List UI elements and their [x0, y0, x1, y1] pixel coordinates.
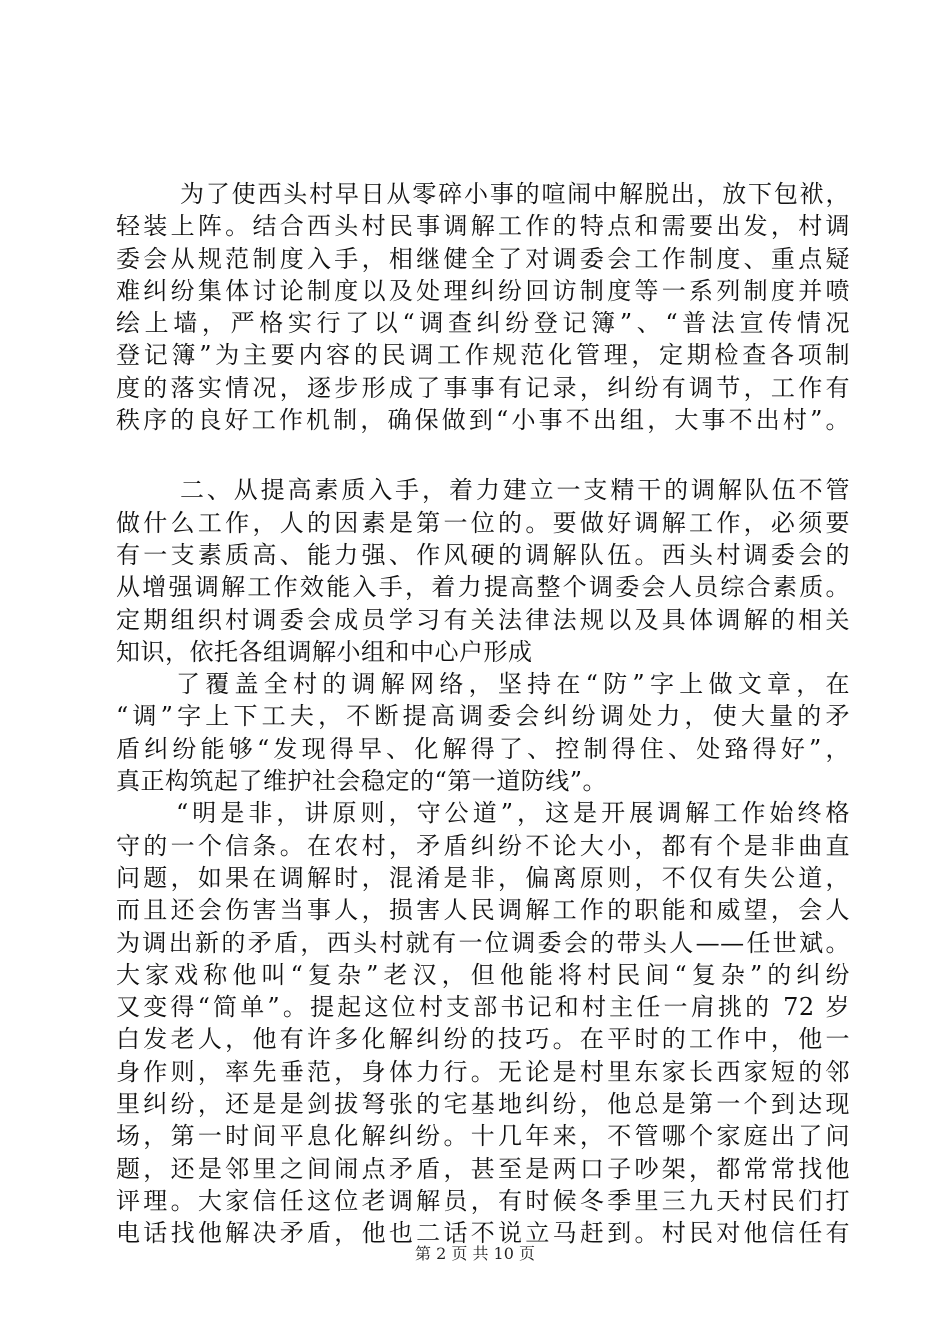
- paragraph-line: 又变得“简单”。提起这位村支部书记和村主任一肩挑的 72 岁: [116, 993, 850, 1022]
- paragraph-line: 而且还会伤害当事人，损害人民调解工作的职能和威望，会人: [116, 896, 850, 925]
- paragraph-line: 二、从提高素质入手，着力建立一支精干的调解队伍不管: [180, 476, 850, 505]
- paragraph-line: 问题，如果在调解时，混淆是非，偏离原则，不仅有失公道，: [116, 863, 850, 892]
- paragraph-line: 真正构筑起了维护社会稳定的“第一道防线”。: [116, 767, 608, 796]
- paragraph-2: [116, 474, 850, 668]
- paragraph-1: [116, 178, 850, 436]
- paragraph-line: 大家戏称他叫“复杂”老汉，但他能将村民间“复杂”的纠纷: [116, 960, 850, 989]
- document-body: [116, 178, 850, 1250]
- paragraph-line: 电话找他解决矛盾，他也二话不说立马赶到。村民对他信任有: [116, 1219, 850, 1248]
- paragraph-line: 从增强调解工作效能入手，着力提高整个调委会人员综合素质。: [116, 573, 850, 602]
- paragraph-line: 场，第一时间平息化解纠纷。十几年来，不管哪个家庭出了问: [116, 1122, 850, 1151]
- paragraph-4: [116, 797, 850, 1249]
- paragraph-line: 定期组织村调委会成员学习有关法律法规以及具体调解的相关: [116, 605, 850, 634]
- paragraph-line: 知识，依托各组调解小组和中心户形成: [116, 637, 533, 666]
- paragraph-line: 白发老人，他有许多化解纠纷的技巧。在平时的工作中，他一: [116, 1025, 850, 1054]
- paragraph-line: 度的落实情况，逐步形成了事事有记录，纠纷有调节，工作有: [116, 373, 850, 402]
- paragraph-line: 身作则，率先垂范，身体力行。无论是村里东家长西家短的邻: [116, 1057, 850, 1086]
- paragraph-line: 做什么工作，人的因素是第一位的。要做好调解工作，必须要: [116, 508, 850, 537]
- paragraph-spacer: [116, 436, 850, 474]
- paragraph-line: 评理。大家信任这位老调解员，有时候冬季里三九天村民们打: [116, 1186, 850, 1215]
- paragraph-line: 轻装上阵。结合西头村民事调解工作的特点和需要出发，村调: [116, 212, 850, 241]
- paragraph-line: 题，还是邻里之间闹点矛盾，甚至是两口子吵架，都常常找他: [116, 1154, 850, 1183]
- paragraph-line: 了覆盖全村的调解网络，坚持在“防”字上做文章，在: [176, 670, 850, 699]
- paragraph-line: 绘上墙，严格实行了以“调查纠纷登记簿”、“普法宣传情况: [116, 309, 850, 338]
- paragraph-3: [116, 668, 850, 797]
- paragraph-line: 守的一个信条。在农村，矛盾纠纷不论大小，都有个是非曲直: [116, 831, 850, 860]
- paragraph-line: 秩序的良好工作机制，确保做到“小事不出组，大事不出村”。: [116, 406, 850, 435]
- page-number-label: 第 2 页 共 10 页: [415, 1244, 535, 1263]
- paragraph-line: 有一支素质高、能力强、作风硬的调解队伍。西头村调委会的: [116, 540, 850, 569]
- paragraph-line: 为调出新的矛盾，西头村就有一位调委会的带头人——任世斌。: [116, 928, 850, 957]
- paragraph-line: 登记簿”为主要内容的民调工作规范化管理，定期检查各项制: [116, 341, 850, 370]
- page-footer: [0, 1244, 950, 1264]
- paragraph-line: 难纠纷集体讨论制度以及处理纠纷回访制度等一系列制度并喷: [116, 276, 850, 305]
- paragraph-line: “明是非，讲原则，守公道”，这是开展调解工作始终格: [176, 799, 850, 828]
- paragraph-line: 委会从规范制度入手，相继健全了对调委会工作制度、重点疑: [116, 244, 850, 273]
- paragraph-line: “调”字上下工夫，不断提高调委会纠纷调处力，使大量的矛: [116, 702, 850, 731]
- paragraph-line: 盾纠纷能够“发现得早、化解得了、控制得住、处臵得好”，: [116, 734, 850, 763]
- paragraph-line: 里纠纷，还是是剑拔弩张的宅基地纠纷，他总是第一个到达现: [116, 1090, 850, 1119]
- paragraph-line: 为了使西头村早日从零碎小事的喧闹中解脱出，放下包袱，: [180, 180, 850, 208]
